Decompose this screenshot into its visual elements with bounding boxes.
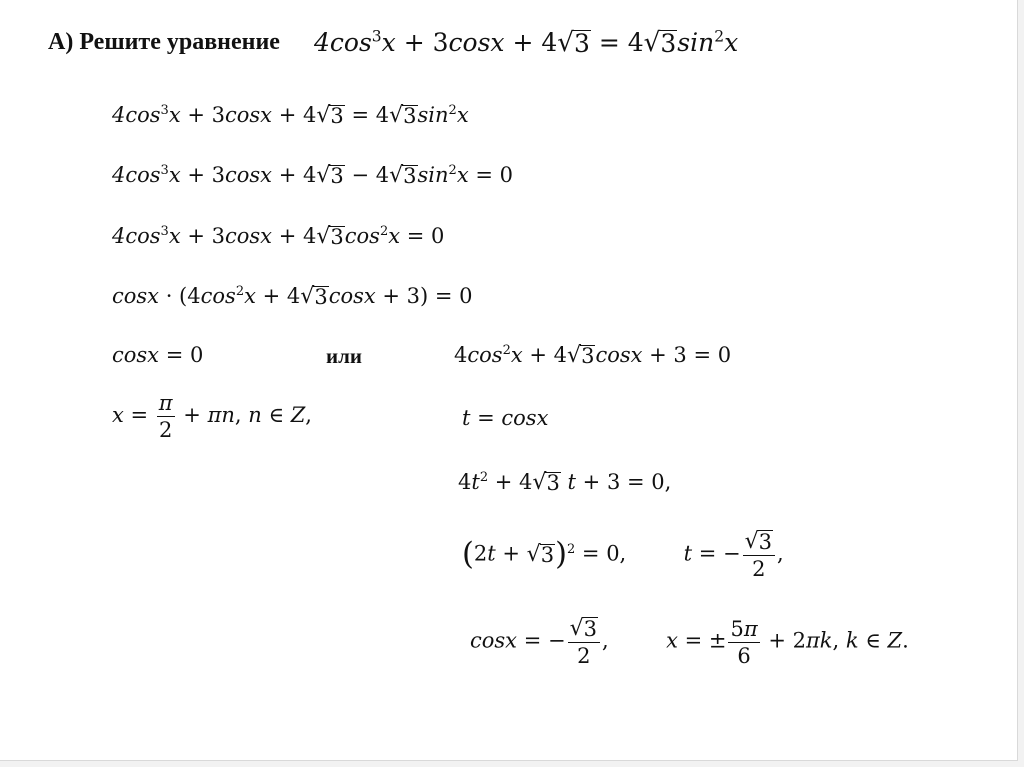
perfect-square: (2t + √ 3 )$^2$ = 0, t = − √ 3 2 , <box>462 529 784 582</box>
substitution: t = cosx <box>462 406 549 430</box>
task-label: А) Решите уравнение <box>48 29 280 55</box>
step-1: $4\cos^3x + 3\cos x + 4$ √ 3 = 4 √ 3 $\sin^2x$ <box>112 103 469 129</box>
quadratic-equation: $4t^2 + 4$ √ 3 t + 3 = 0, <box>458 470 672 496</box>
step-4: $\cos x \cdot (4\cos^2x + 4$ √ 3 cosx + 3) = 0 <box>112 284 473 310</box>
final-solution: cosx = − √ 3 2 , x = ± $\frac{5\pi}{6}$ + 2πk, k ∈ Z. <box>470 616 909 669</box>
or-word: или <box>326 344 362 368</box>
left-solution: x = $\frac{\pi}{2}$ + πn, n ∈ Z, <box>112 391 312 443</box>
task-title <box>48 30 280 54</box>
case-right-equation: $4\cos^2x + 4$ √ 3 cosx + 3 = 0 <box>454 343 732 369</box>
step-3: $4\cos^3x + 3\cos x + 4$ √ 3 $\cos^2x = 0$ <box>112 224 445 250</box>
case-left-equation: cosx = 0 <box>112 343 204 367</box>
step-2: $4\cos^3x + 3\cos x + 4$ √ 3 − 4 √ 3 $\sin^2x = 0$ <box>112 163 513 189</box>
task-equation: $4\cos^3x + 3\cos x + 4$ √ 3 = 4 √ 3 $\sin^2x$ <box>314 27 739 59</box>
